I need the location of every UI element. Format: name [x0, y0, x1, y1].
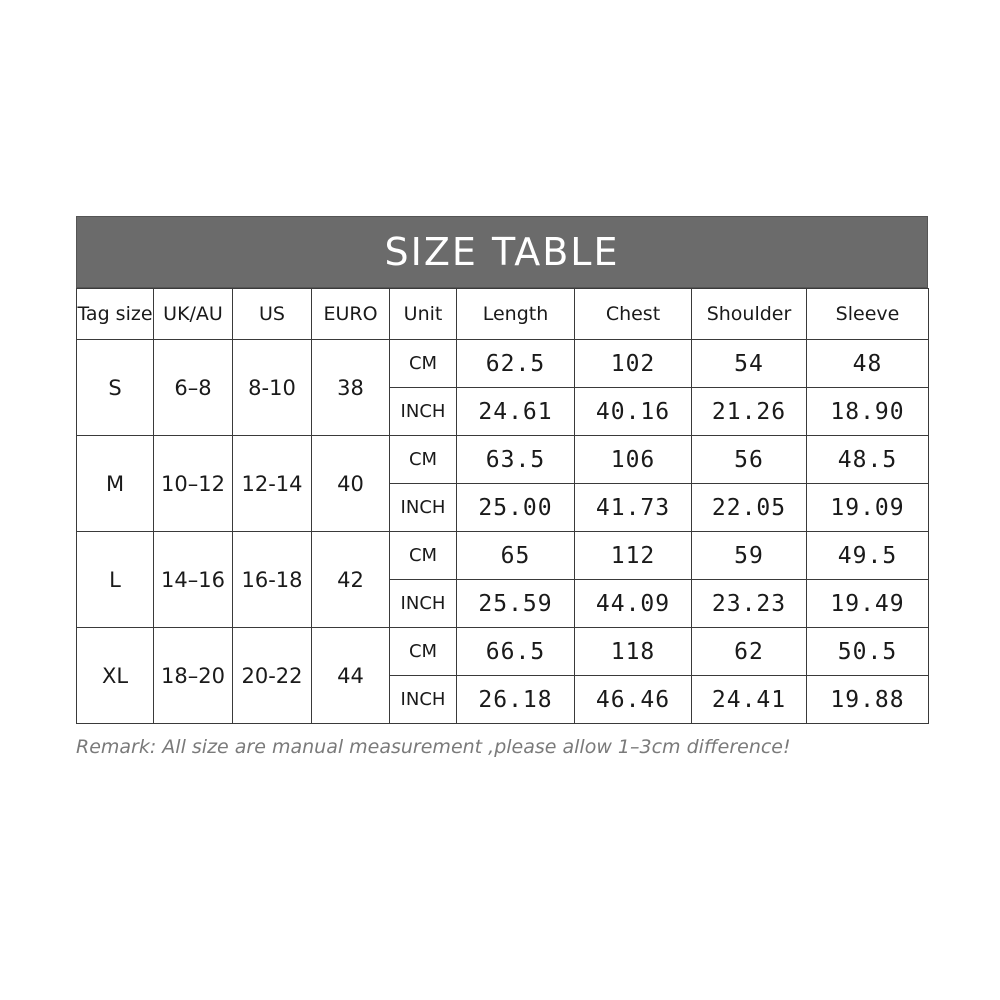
- sleeve-cell: 19.09: [807, 484, 929, 532]
- shoulder-cell: 22.05: [692, 484, 807, 532]
- table-row: [77, 340, 929, 388]
- size-table-title: SIZE TABLE: [76, 216, 928, 288]
- header-euro: EURO: [312, 289, 390, 340]
- unit-cell: CM: [390, 340, 457, 388]
- length-cell: 25.59: [457, 580, 575, 628]
- shoulder-cell: 62: [692, 628, 807, 676]
- unit-cell: INCH: [390, 484, 457, 532]
- euro-cell: 42: [312, 532, 390, 628]
- unit-cell: CM: [390, 436, 457, 484]
- length-cell: 65: [457, 532, 575, 580]
- tag-size-cell: S: [77, 340, 154, 436]
- header-tag-size: Tag size: [77, 289, 154, 340]
- chest-cell: 118: [575, 628, 692, 676]
- length-cell: 26.18: [457, 676, 575, 724]
- table-row: [77, 628, 929, 676]
- table-row: [77, 532, 929, 580]
- header-uk-au: UK/AU: [154, 289, 233, 340]
- uk-au-cell: 10–12: [154, 436, 233, 532]
- sleeve-cell: 18.90: [807, 388, 929, 436]
- unit-cell: CM: [390, 628, 457, 676]
- chest-cell: 40.16: [575, 388, 692, 436]
- length-cell: 63.5: [457, 436, 575, 484]
- uk-au-cell: 6–8: [154, 340, 233, 436]
- chest-cell: 106: [575, 436, 692, 484]
- shoulder-cell: 54: [692, 340, 807, 388]
- uk-au-cell: 14–16: [154, 532, 233, 628]
- sleeve-cell: 48.5: [807, 436, 929, 484]
- sleeve-cell: 50.5: [807, 628, 929, 676]
- sleeve-cell: 48: [807, 340, 929, 388]
- chest-cell: 112: [575, 532, 692, 580]
- length-cell: 62.5: [457, 340, 575, 388]
- length-cell: 25.00: [457, 484, 575, 532]
- table-row: [77, 436, 929, 484]
- header-chest: Chest: [575, 289, 692, 340]
- table-header-row: [77, 289, 929, 340]
- sleeve-cell: 49.5: [807, 532, 929, 580]
- us-cell: 20-22: [233, 628, 312, 724]
- size-chart: [76, 216, 928, 724]
- unit-cell: INCH: [390, 580, 457, 628]
- sleeve-cell: 19.88: [807, 676, 929, 724]
- chest-cell: 44.09: [575, 580, 692, 628]
- euro-cell: 44: [312, 628, 390, 724]
- header-length: Length: [457, 289, 575, 340]
- euro-cell: 40: [312, 436, 390, 532]
- us-cell: 12-14: [233, 436, 312, 532]
- shoulder-cell: 59: [692, 532, 807, 580]
- chest-cell: 102: [575, 340, 692, 388]
- us-cell: 16-18: [233, 532, 312, 628]
- length-cell: 66.5: [457, 628, 575, 676]
- header-shoulder: Shoulder: [692, 289, 807, 340]
- chest-cell: 46.46: [575, 676, 692, 724]
- tag-size-cell: L: [77, 532, 154, 628]
- unit-cell: CM: [390, 532, 457, 580]
- unit-cell: INCH: [390, 388, 457, 436]
- shoulder-cell: 56: [692, 436, 807, 484]
- sleeve-cell: 19.49: [807, 580, 929, 628]
- header-us: US: [233, 289, 312, 340]
- euro-cell: 38: [312, 340, 390, 436]
- us-cell: 8-10: [233, 340, 312, 436]
- shoulder-cell: 23.23: [692, 580, 807, 628]
- tag-size-cell: M: [77, 436, 154, 532]
- chest-cell: 41.73: [575, 484, 692, 532]
- unit-cell: INCH: [390, 676, 457, 724]
- header-sleeve: Sleeve: [807, 289, 929, 340]
- shoulder-cell: 24.41: [692, 676, 807, 724]
- remark-note: Remark: All size are manual measurement ,please allow 1–3cm difference!: [76, 736, 791, 758]
- tag-size-cell: XL: [77, 628, 154, 724]
- length-cell: 24.61: [457, 388, 575, 436]
- shoulder-cell: 21.26: [692, 388, 807, 436]
- uk-au-cell: 18–20: [154, 628, 233, 724]
- header-unit: Unit: [390, 289, 457, 340]
- size-table: [76, 288, 929, 724]
